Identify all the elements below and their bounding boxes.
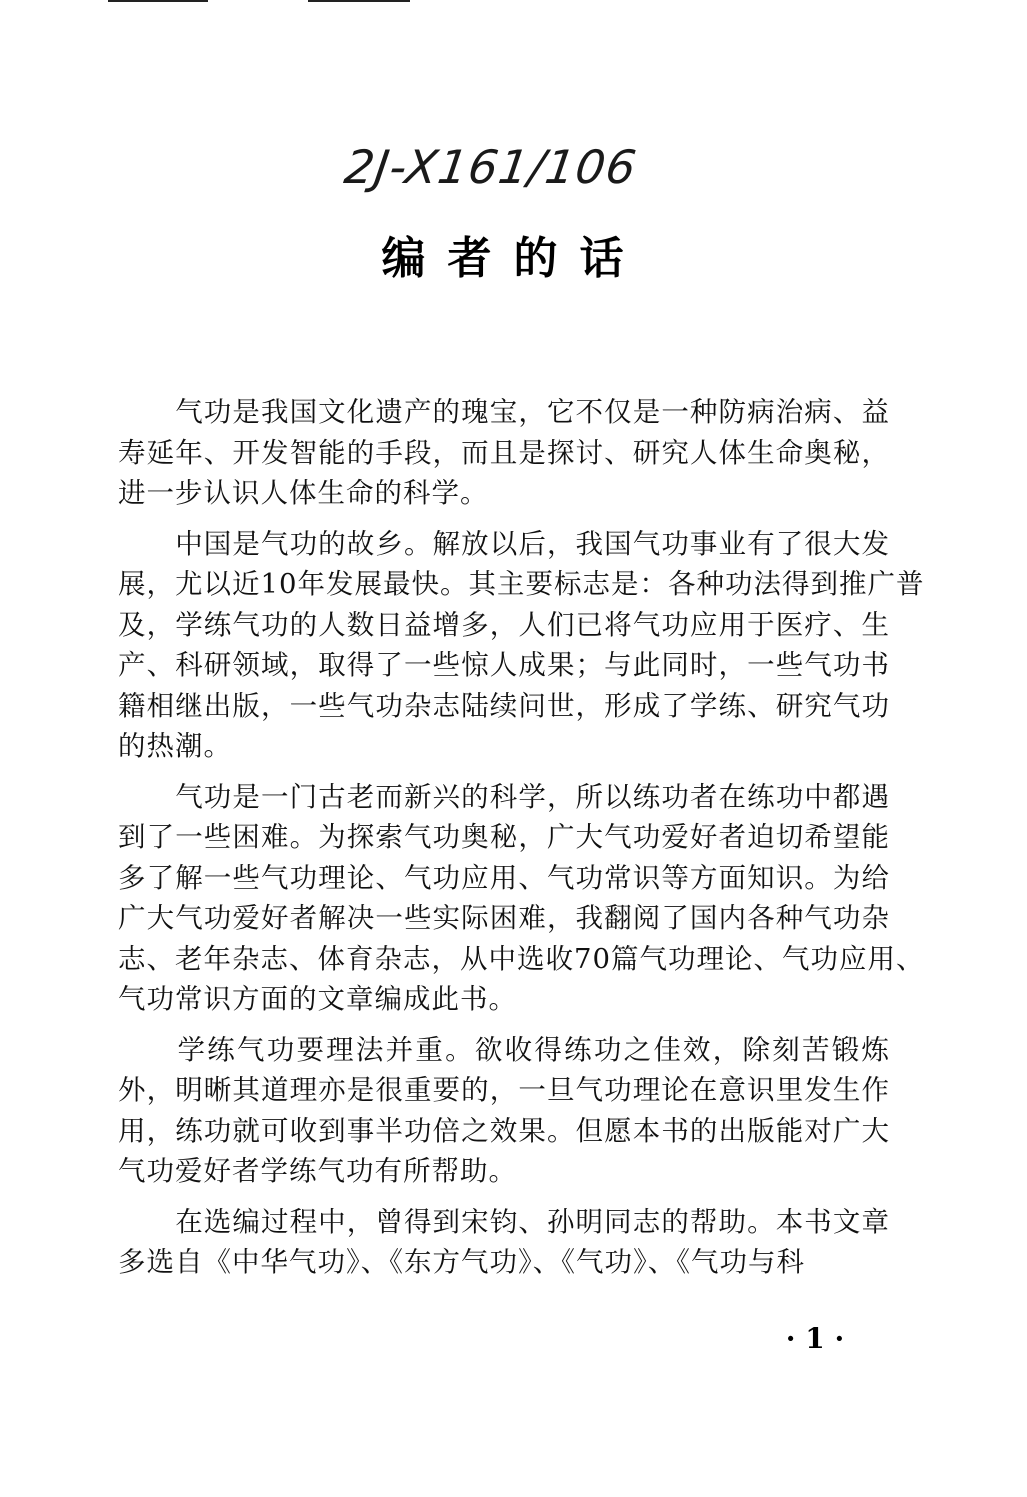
top-rule-right — [308, 0, 410, 2]
page-title: 编者的话 — [381, 233, 646, 284]
text-line: 展，尤以近10年发展最快。其主要标志是：各种功法得到推广普 — [118, 568, 925, 600]
text-line: 气功常识方面的文章编成此书。 — [118, 983, 517, 1015]
paragraph — [118, 1202, 890, 1283]
text-line: 到了一些困难。为探索气功奥秘，广大气功爱好者迫切希望能 — [118, 821, 890, 853]
text-line: 用，练功就可收到事半功倍之效果。但愿本书的出版能对广大 — [118, 1114, 890, 1147]
top-rule-left — [108, 0, 208, 2]
text-line: 在选编过程中，曾得到宋钧、孙明同志的帮助。本书文章 — [118, 1205, 890, 1238]
text-line: 进一步认识人体生命的科学。 — [118, 477, 489, 509]
paragraph — [118, 392, 890, 514]
text-line: 的热潮。 — [118, 730, 232, 762]
text-line: 广大气功爱好者解决一些实际困难，我翻阅了国内各种气功杂 — [118, 902, 890, 934]
paragraph — [118, 1030, 890, 1192]
text-line: 籍相继出版，一些气功杂志陆续问世，形成了学练、研究气功 — [118, 689, 890, 722]
text-line: 外，明晰其道理亦是很重要的，一旦气功理论在意识里发生作 — [118, 1074, 890, 1106]
text-line: 产、科研领域，取得了一些惊人成果；与此同时，一些气功书 — [118, 649, 890, 681]
text-line: 中国是气功的故乡。解放以后，我国气功事业有了很大发 — [118, 527, 890, 560]
text-line: 及，学练气功的人数日益增多，人们已将气功应用于医疗、生 — [118, 608, 890, 641]
text-line: 志、老年杂志、体育杂志，从中选收70篇气功理论、气功应用、 — [118, 942, 925, 975]
body-text — [118, 392, 925, 1283]
paragraph — [118, 524, 925, 767]
handwritten-catalog-note: 2J-X161/106 — [341, 140, 641, 194]
text-line: 学练气功要理法并重。欲收得练功之佳效，除刻苦锻炼 — [118, 1033, 890, 1066]
text-line: 多了解一些气功理论、气功应用、气功常识等方面知识。为给 — [118, 861, 890, 894]
text-line: 气功爱好者学练气功有所帮助。 — [118, 1155, 517, 1187]
text-line: 气功是一门古老而新兴的科学，所以练功者在练功中都遇 — [118, 780, 890, 813]
paragraph — [118, 777, 925, 1020]
text-line: 多选自《中华气功》、《东方气功》、《气功》、《气功与科 — [118, 1246, 805, 1278]
text-line: 气功是我国文化遗产的瑰宝，它不仅是一种防病治病、益 — [118, 396, 890, 428]
text-line: 寿延年、开发智能的手段，而且是探讨、研究人体生命奥秘， — [118, 436, 890, 469]
page-number: · 1 · — [785, 1322, 845, 1355]
